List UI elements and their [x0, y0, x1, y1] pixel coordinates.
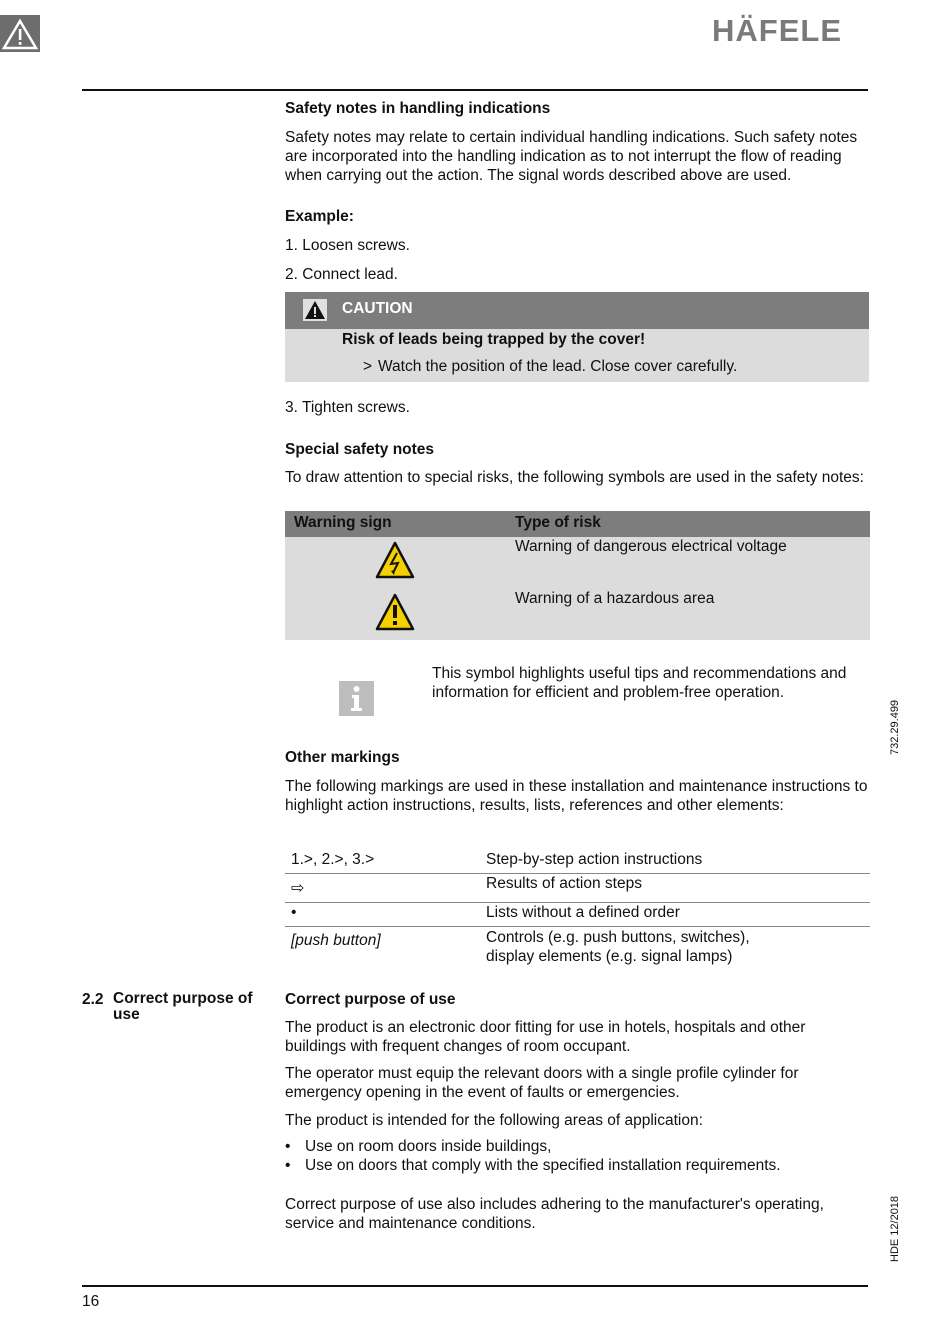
step-2: 2. Connect lead.: [285, 266, 398, 283]
caution-action-marker: >: [363, 358, 373, 375]
markings-divider: [285, 873, 870, 874]
section-number: 2.2: [82, 991, 104, 1008]
purpose-heading: Correct purpose of use: [285, 991, 456, 1008]
hafele-logo: HÄFELE: [712, 13, 842, 48]
other-intro: The following markings are used in these installation and maintenance instructions to highlight action instructions, results, lists, references and other elements:: [285, 778, 868, 814]
purpose-paragraph-4: Correct purpose of use also includes adhering to the manufacturer's operating, service and maintenance conditions.: [285, 1196, 824, 1232]
warning-table-header: [285, 511, 870, 537]
meaning-results: Results of action steps: [486, 875, 642, 892]
risk-hazardous: Warning of a hazardous area: [515, 590, 715, 607]
example-label: Example:: [285, 208, 354, 225]
mark-bullet: •: [291, 904, 297, 921]
risk-electrical: Warning of dangerous electrical voltage: [515, 538, 787, 555]
handling-paragraph: Safety notes may relate to certain individual handling indications. Such safety notes are incorporated into the handling indication as to not interrupt the flow of reading when carrying out the action. The signal words described above are used.: [285, 129, 858, 184]
caution-box-header: [285, 292, 869, 329]
mark-steps: 1.>, 2.>, 3.>: [291, 851, 375, 868]
meaning-controls: Controls (e.g. push buttons, switches), display elements (e.g. signal lamps): [486, 929, 750, 965]
step-1: 1. Loosen screws.: [285, 237, 410, 254]
col-type-of-risk: Type of risk: [515, 514, 601, 531]
meaning-steps: Step-by-step action instructions: [486, 851, 703, 868]
markings-divider: [285, 926, 870, 927]
header-rule: [82, 89, 868, 91]
section-heading-special: Special safety notes: [285, 441, 435, 458]
caution-title: CAUTION: [342, 300, 413, 317]
special-intro: To draw attention to special risks, the following symbols are used in the safety notes:: [285, 469, 864, 486]
result-arrow-icon: ⇨: [291, 880, 305, 897]
markings-divider: [285, 902, 870, 903]
caution-risk: Risk of leads being trapped by the cover!: [342, 331, 646, 348]
footer-rule: [82, 1285, 868, 1287]
col-warning-sign: Warning sign: [294, 514, 392, 531]
list-item: • Use on doors that comply with the specified installation requirements.: [285, 1157, 781, 1174]
meaning-lists: Lists without a defined order: [486, 904, 680, 921]
mark-push-button: [push button]: [291, 932, 381, 949]
section-heading-other: Other markings: [285, 749, 400, 766]
side-code-date: HDE 12/2018: [889, 1195, 901, 1262]
warning-table-body: [285, 537, 870, 640]
purpose-paragraph-1: The product is an electronic door fitting for use in hotels, hospitals and other buildings with frequent changes of room occupant.: [285, 1019, 806, 1055]
step-3: 3. Tighten screws.: [285, 399, 410, 416]
info-text: This symbol highlights useful tips and recommendations and information for efficient and problem-free operation.: [432, 665, 847, 701]
section-title: Correct purpose of use: [113, 990, 253, 1023]
warning-triangle-icon: [0, 15, 40, 52]
page-number: 16: [82, 1293, 100, 1310]
caution-box-body: [285, 329, 869, 382]
purpose-paragraph-2: The operator must equip the relevant doors with a single profile cylinder for emergency opening in the event of faults or emergencies.: [285, 1065, 799, 1101]
electrical-voltage-warning-icon: [375, 541, 415, 584]
caution-action: Watch the position of the lead. Close cover carefully.: [378, 358, 738, 375]
info-icon: [339, 681, 374, 721]
hazardous-area-warning-icon: [375, 593, 415, 636]
application-list: [285, 1138, 781, 1176]
purpose-paragraph-3: The product is intended for the following areas of application:: [285, 1112, 703, 1129]
list-item: • Use on room doors inside buildings,: [285, 1138, 552, 1155]
section-heading-handling: Safety notes in handling indications: [285, 100, 551, 117]
side-code-article: 732.29.499: [889, 699, 901, 755]
caution-warning-icon: [303, 299, 327, 326]
